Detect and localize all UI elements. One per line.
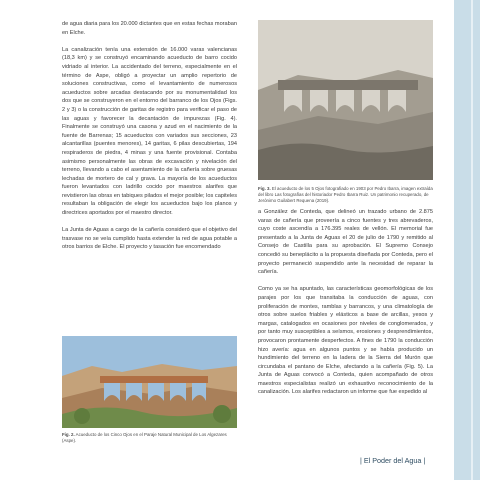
paragraph: Como ya se ha apuntado, las características geomorfológicas de los parajes por los que transitaba la conducción de aguas, con proliferación de montes, ramblas y barrancos, y una climatología de otros sobre suelos friables y elásticos a base de arcillas, yesos y margas, catalogados en ocasiones por niveles de conglomerados, y por tanto muy susceptibles a seísmos, erosiones y desprendimientos, provocaron prontamente desperfectos. A fines de 1790 la conducción hizo avería: agua en algunos puntos y se había producido un hundimiento del terreno en la ladera de la Sierra del Murón que circundaba el pantano de Elche, afectando a la cañería (Fig. 5). La Junta de Aguas convocó a Conteda, quien acompañado de otros maestros especialistas realizó un exhaustivo reconocimiento de la canalización. Los alarifes redactaron un informe que fue expedido al: [258, 286, 433, 396]
right-text-column: [258, 208, 433, 406]
side-bar-stripe: [471, 0, 473, 480]
caption-label: Fig. 2.: [62, 432, 75, 437]
paragraph: La canalización tenía una extensión de 16.000 varas valencianas (18,3 km) y se construyó encaminando acueducto de barro cocido vidriado al interior. La accidentado del terreno, especialmente en el término de Aspe, obligó a proyectar un amplio repertorio de soluciones constructivas, como el levantamiento de numerosos acueductos sobre arcadas destacando por su monumentalidad los dos que se construyeron en el entorno del barranco de los Ojos (Figs. 2 y 3) o la construcción de garitas de registro para verificar el paso de las aguas y favorecer la decantación de impurezas (Fig. 4). Finalmente se construyó una casona y azud en el nacimiento de la fuente de Barrenas; 15 acueductos con variados sus secciones, 23 alcantarillas (puentes menores), 14 garitas, 6 pilas descubiertas, 194 respiraderos de piedra, 4 minas y una fuente provisional. Contaba asimismo personalmente las obras de excavación y nivelación del terreno, llevando a cabo el asentamiento de la cañería sobre gruesas lechadas de mortero de cal y grava. La mayoría de los acueductos fueron levantados con ladrillo cocido por maestros alarifes que revistieron las obras en tabiques pilados el mejor posible; los capiteles resultaban la obligación de elegir los acueductos bajo los planos y directrices aportados por el maestro director.: [62, 46, 237, 217]
caption-text: Acueducto de los Cinco Ojos en el Paraje Natural Municipal de Los Algezares (Aspe).: [62, 432, 227, 444]
figure-2-photo: [62, 336, 237, 428]
left-text-column: [62, 20, 237, 261]
figure-3-caption: [258, 186, 433, 205]
running-footer-title: | El Poder del Agua |: [360, 456, 426, 465]
paragraph: a González de Conteda, que delineó un trazado urbano de 2.875 varas de cañería que proveería a cinco fuentes y tres abrevaderos, cuyo coste ascendía a 176.395 reales de vellón. El memorial fue presentado a la Junta de Aguas el 20 de julio de 1790 y remitido al Consejo de Castilla para su aprobación. El Supremo Consejo concedió su beneplácito a la propuesta diseñada por Conteda, pero el proyecto permaneció suspendido ante la necesidad de reparar la cañería.: [258, 209, 433, 276]
paragraph: de agua diaria para los 20.000 dictantes que en estas fechas moraban en Elche.: [62, 21, 237, 36]
paragraph: La Junta de Aguas a cargo de la cañería consideró que el objetivo del trasvase no se veía cumplido hasta extender la red de agua potable a otros barrios de Elche. El proyecto y tasación fue encomendado: [62, 227, 237, 251]
figure-3-photo: [258, 20, 433, 180]
figure-2-caption: [62, 432, 237, 444]
decorative-side-bar: [454, 0, 480, 480]
caption-text: El acueducto de los 5 Ojos fotografiado en 1903 por Pedro Ibarra, imagen extraída del libro Las fotografías del historiador Pedro Ibarra Ruiz. Un patrimonio recuperado, de Jerónimo Guilabert Requena (2019).: [258, 186, 433, 204]
caption-label: Fig. 3.: [258, 186, 271, 191]
